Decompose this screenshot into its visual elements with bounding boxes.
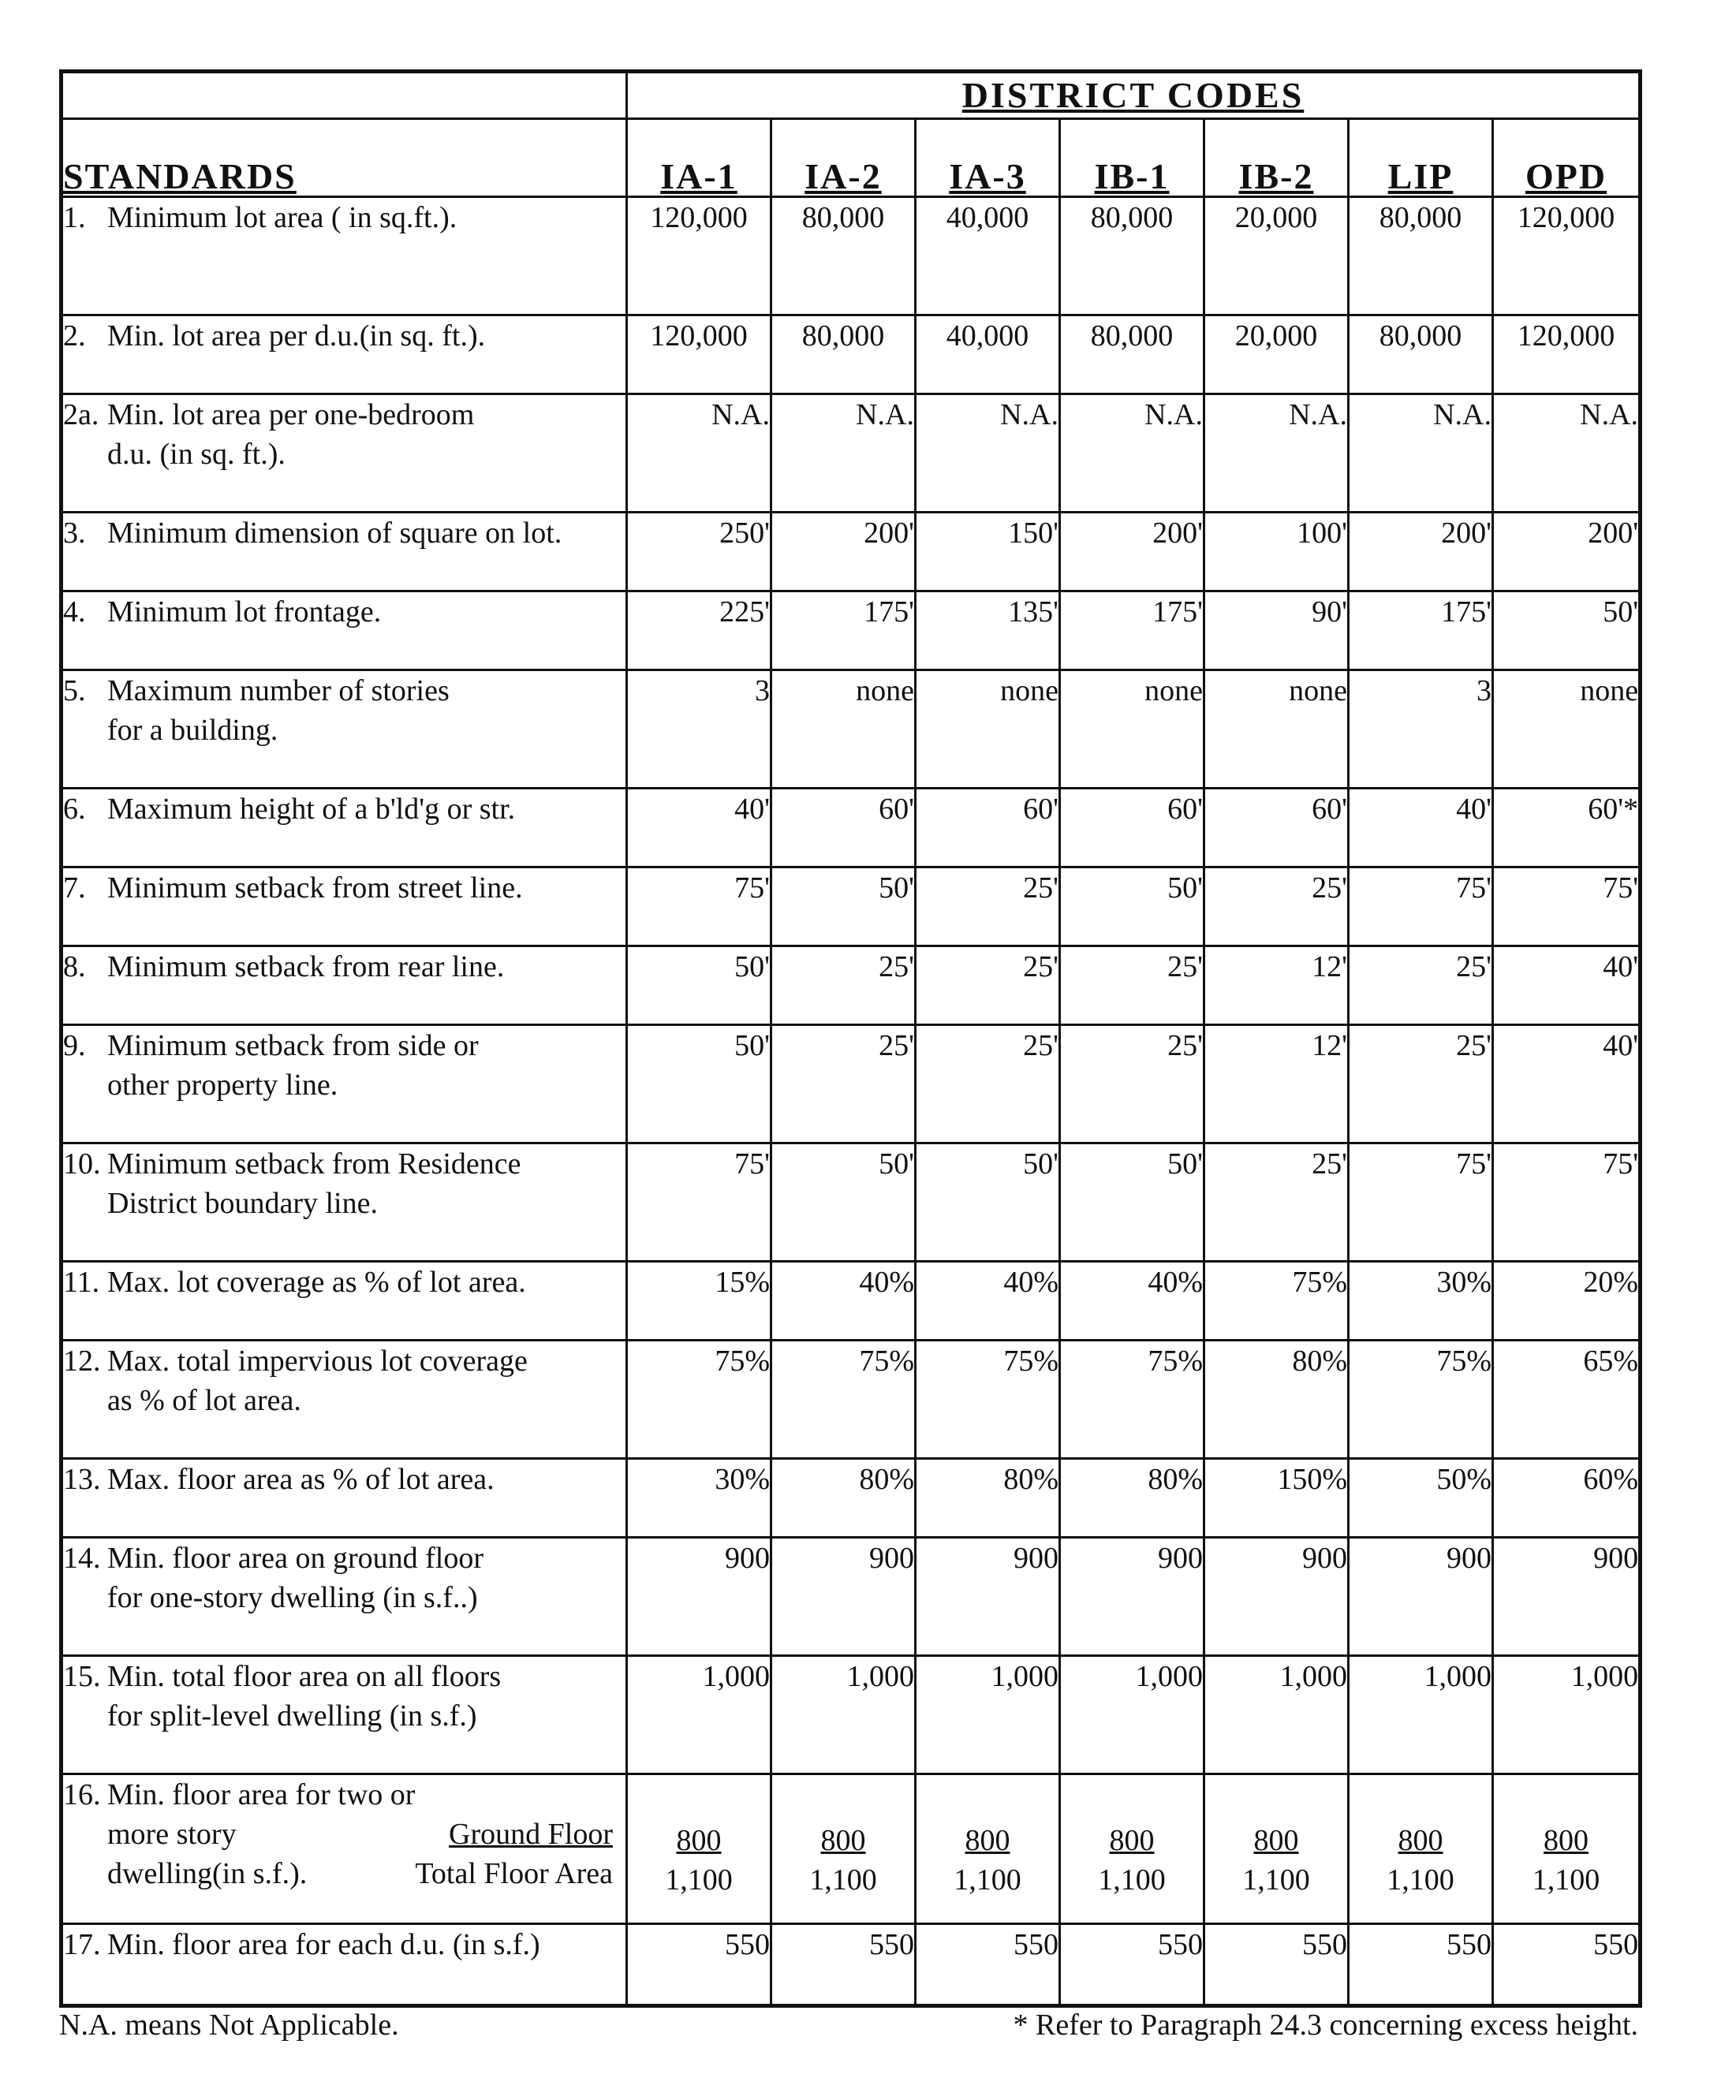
cell-ib1: 80,000 [1060,197,1204,315]
row-label [62,1262,627,1341]
cell-ib1: none [1060,670,1204,789]
row-number: 9. [63,1029,86,1062]
row-label [62,670,627,789]
table-row [62,1774,1641,1924]
cell-opd: 200' [1493,513,1641,591]
table-row [62,1143,1641,1262]
code-heading-lip: LIP [1349,119,1493,197]
row-number: 6. [63,793,86,826]
cell-ib2: 80% [1204,1341,1349,1459]
cell-ia2: 175' [771,591,916,670]
row-label [62,946,627,1025]
row-label [62,1143,627,1262]
cell-ib2 [1204,1774,1349,1924]
table-footnotes [59,2008,1638,2042]
table-row [62,1262,1641,1341]
row-number: 7. [63,871,86,905]
cell-opd: 75' [1493,867,1641,946]
cell-ib2: N.A. [1204,394,1349,513]
total-floor-area-value: 1,100 [665,1863,733,1897]
total-floor-area-label: Total Floor Area [415,1857,613,1890]
header-blank-cell [62,72,627,119]
cell-ib1: 900 [1060,1538,1204,1656]
cell-ia1: 75% [627,1341,771,1459]
total-floor-area-value: 1,100 [1532,1863,1600,1897]
cell-ia1: 3 [627,670,771,789]
cell-opd [1493,1774,1641,1924]
cell-ia3: 550 [916,1924,1060,2006]
cell-ia1: 250' [627,513,771,591]
row-number: 2a. [63,398,99,431]
cell-opd: 40' [1493,946,1641,1025]
row-label [62,789,627,867]
row-label-line: Minimum setback from rear line. [107,950,505,983]
table-row [62,946,1641,1025]
cell-ia1: 900 [627,1538,771,1656]
cell-opd: 65% [1493,1341,1641,1459]
cell-ia1: 75' [627,867,771,946]
row-label-line: d.u. (in sq. ft.). [107,438,286,471]
row-label-line: Maximum height of a b'ld'g or str. [107,793,516,826]
cell-lip: 40' [1349,789,1493,867]
cell-ia2: 40% [771,1262,916,1341]
ground-floor-label: Ground Floor [449,1818,613,1851]
cell-opd: 50' [1493,591,1641,670]
table-row [62,1341,1641,1459]
cell-ia1: 30% [627,1459,771,1538]
cell-ia3: 25' [916,1025,1060,1143]
row-number: 14. [63,1542,101,1575]
standards-heading: STANDARDS [62,119,627,197]
row-label [62,513,627,591]
footnote-na: N.A. means Not Applicable. [59,2009,399,2042]
cell-ia3: 80% [916,1459,1060,1538]
code-heading-ia2: IA-2 [771,119,916,197]
code-heading-ib2: IB-2 [1204,119,1349,197]
cell-ia3: 150' [916,513,1060,591]
ground-floor-value: 800 [965,1824,1010,1857]
cell-ib1: 50' [1060,1143,1204,1262]
table-row [62,1025,1641,1143]
cell-ia1: N.A. [627,394,771,513]
total-floor-area-value: 1,100 [1387,1863,1454,1897]
row-label-line: District boundary line. [107,1187,378,1220]
row-label [62,1538,627,1656]
cell-ib1: 60' [1060,789,1204,867]
cell-lip: 25' [1349,1025,1493,1143]
cell-ia2: 80,000 [771,197,916,315]
cell-lip: 80,000 [1349,315,1493,394]
row-label [62,1341,627,1459]
cell-opd: none [1493,670,1641,789]
cell-lip: 1,000 [1349,1656,1493,1774]
cell-ia3: 40,000 [916,197,1060,315]
cell-ib2: 75% [1204,1262,1349,1341]
row-label-line: Minimum lot frontage. [107,595,382,629]
row-label [62,1656,627,1774]
cell-ib1: 40% [1060,1262,1204,1341]
cell-ia2: none [771,670,916,789]
cell-ib1: N.A. [1060,394,1204,513]
row-number: 17. [63,1928,101,1961]
cell-ia3: 40% [916,1262,1060,1341]
row-label [62,1924,627,2006]
cell-ib2: 550 [1204,1924,1349,2006]
cell-lip: 900 [1349,1538,1493,1656]
table-row [62,867,1641,946]
row-label [62,197,627,315]
cell-ib1: 200' [1060,513,1204,591]
cell-ia3: 50' [916,1143,1060,1262]
cell-ia3: 25' [916,867,1060,946]
table-row [62,1656,1641,1774]
table-row [62,789,1641,867]
code-heading-ia3: IA-3 [916,119,1060,197]
row-number: 4. [63,595,86,629]
cell-ib2: 90' [1204,591,1349,670]
cell-ia1: 15% [627,1262,771,1341]
cell-ia3: 40,000 [916,315,1060,394]
footnote-height: * Refer to Paragraph 24.3 concerning excess height. [1013,2009,1638,2042]
cell-ia3: 25' [916,946,1060,1025]
cell-ib1: 550 [1060,1924,1204,2006]
cell-ib2: 25' [1204,867,1349,946]
cell-ib2: 20,000 [1204,197,1349,315]
cell-ia2: 900 [771,1538,916,1656]
cell-ia2: N.A. [771,394,916,513]
cell-lip: 50% [1349,1459,1493,1538]
row-label [62,315,627,394]
row-number: 1. [63,201,86,234]
cell-ia1 [627,1774,771,1924]
cell-ia3: 1,000 [916,1656,1060,1774]
row-number: 8. [63,950,86,983]
cell-opd: 900 [1493,1538,1641,1656]
cell-ib1: 80% [1060,1459,1204,1538]
cell-ia2: 80,000 [771,315,916,394]
cell-ia2: 550 [771,1924,916,2006]
row-label [62,1459,627,1538]
district-codes-heading: DISTRICT CODES [627,72,1641,119]
cell-lip: 80,000 [1349,197,1493,315]
cell-ib1 [1060,1774,1204,1924]
row-number: 12. [63,1345,101,1378]
cell-opd: N.A. [1493,394,1641,513]
row-label-line: Min. floor area for two or [107,1778,416,1811]
table-row [62,513,1641,591]
cell-ia2: 50' [771,867,916,946]
cell-ib1: 75% [1060,1341,1204,1459]
cell-ia3: 60' [916,789,1060,867]
cell-ib2: 60' [1204,789,1349,867]
cell-ia1: 50' [627,946,771,1025]
cell-opd: 120,000 [1493,197,1641,315]
cell-ia2: 75% [771,1341,916,1459]
row-label-line: as % of lot area. [107,1384,301,1417]
cell-lip: 550 [1349,1924,1493,2006]
total-floor-area-value: 1,100 [954,1863,1021,1897]
row-number: 11. [63,1266,100,1299]
row-label-line: Min. total floor area on all floors [107,1660,502,1693]
cell-lip: N.A. [1349,394,1493,513]
row-label-line: Min. lot area per one-bedroom [107,398,475,431]
cell-ia2: 25' [771,946,916,1025]
cell-ib1: 50' [1060,867,1204,946]
row-number: 3. [63,517,86,550]
code-heading-opd: OPD [1493,119,1641,197]
cell-ia2: 50' [771,1143,916,1262]
cell-lip [1349,1774,1493,1924]
row-label-line: for one-story dwelling (in s.f..) [107,1581,478,1614]
ground-floor-value: 800 [820,1824,866,1857]
cell-ib2: none [1204,670,1349,789]
row-number: 10. [63,1147,101,1181]
table-row [62,197,1641,315]
row-label [62,591,627,670]
cell-ib1: 1,000 [1060,1656,1204,1774]
standards-sheet [59,69,1638,2008]
cell-opd: 60'* [1493,789,1641,867]
cell-opd: 75' [1493,1143,1641,1262]
row-label-line: Min. lot area per d.u.(in sq. ft.). [107,319,486,352]
total-floor-area-value: 1,100 [1242,1863,1310,1897]
ground-floor-value: 800 [1109,1824,1155,1857]
cell-opd: 550 [1493,1924,1641,2006]
row-label-line: for a building. [107,714,278,747]
table-row [62,591,1641,670]
row-label [62,1025,627,1143]
row-number: 15. [63,1660,101,1693]
cell-lip: 75% [1349,1341,1493,1459]
cell-ia2: 1,000 [771,1656,916,1774]
row-label-line: Min. floor area for each d.u. (in s.f.) [107,1928,540,1961]
cell-ib2: 900 [1204,1538,1349,1656]
cell-ia1: 75' [627,1143,771,1262]
row-label-line: other property line. [107,1069,338,1102]
cell-lip: 75' [1349,1143,1493,1262]
cell-ia1: 50' [627,1025,771,1143]
row-label-line: Max. total impervious lot coverage [107,1345,528,1378]
ground-floor-value: 800 [1253,1824,1299,1857]
cell-ia1: 40' [627,789,771,867]
row-number: 5. [63,674,86,707]
cell-ia2: 80% [771,1459,916,1538]
row-label-line: Minimum setback from Residence [107,1147,521,1181]
row-label-line: dwelling(in s.f.). [107,1857,308,1890]
standards-body [62,197,1641,2006]
cell-ib2: 25' [1204,1143,1349,1262]
table-row [62,394,1641,513]
cell-ia1: 550 [627,1924,771,2006]
cell-ia2: 25' [771,1025,916,1143]
cell-lip: 200' [1349,513,1493,591]
cell-lip: 30% [1349,1262,1493,1341]
cell-ib1: 25' [1060,1025,1204,1143]
ground-floor-value: 800 [1398,1824,1443,1857]
cell-ia3: N.A. [916,394,1060,513]
cell-ia3: none [916,670,1060,789]
table-row [62,315,1641,394]
cell-opd: 20% [1493,1262,1641,1341]
cell-ia3 [916,1774,1060,1924]
cell-ib2: 150% [1204,1459,1349,1538]
row-number: 16. [63,1778,101,1811]
cell-opd: 1,000 [1493,1656,1641,1774]
cell-ia3: 75% [916,1341,1060,1459]
cell-ib2: 1,000 [1204,1656,1349,1774]
ground-floor-value: 800 [676,1824,722,1857]
cell-lip: 3 [1349,670,1493,789]
total-floor-area-value: 1,100 [809,1863,877,1897]
row-label-line: more story [107,1818,237,1851]
cell-ib2: 12' [1204,1025,1349,1143]
cell-ia1: 120,000 [627,315,771,394]
row-label [62,394,627,513]
cell-opd: 120,000 [1493,315,1641,394]
cell-ib2: 12' [1204,946,1349,1025]
cell-opd: 40' [1493,1025,1641,1143]
table-row [62,1538,1641,1656]
table-row [62,1459,1641,1538]
row-number: 13. [63,1463,101,1496]
row-label-line: Maximum number of stories [107,674,450,707]
cell-ia1: 1,000 [627,1656,771,1774]
cell-ib1: 175' [1060,591,1204,670]
total-floor-area-value: 1,100 [1098,1863,1166,1897]
row-label-line: Minimum dimension of square on lot. [107,517,562,550]
row-label-line: Min. floor area on ground floor [107,1542,483,1575]
code-heading-ib1: IB-1 [1060,119,1204,197]
cell-ia2: 200' [771,513,916,591]
cell-ia1: 120,000 [627,197,771,315]
cell-ia2 [771,1774,916,1924]
row-label-line: Minimum lot area ( in sq.ft.). [107,201,457,234]
row-label-line: Minimum setback from street line. [107,871,523,905]
code-heading-ia1: IA-1 [627,119,771,197]
cell-ia2: 60' [771,789,916,867]
ground-floor-value: 800 [1544,1824,1589,1857]
row-label-line: Max. floor area as % of lot area. [107,1463,495,1496]
table-row [62,1924,1641,2006]
cell-ib2: 20,000 [1204,315,1349,394]
row-number: 2. [63,319,86,352]
row-label [62,867,627,946]
cell-ib1: 25' [1060,946,1204,1025]
dimensional-standards-table [59,69,1642,2008]
row-label-line: for split-level dwelling (in s.f.) [107,1699,477,1733]
cell-opd: 60% [1493,1459,1641,1538]
cell-lip: 175' [1349,591,1493,670]
cell-ib2: 100' [1204,513,1349,591]
row-label-line: Max. lot coverage as % of lot area. [107,1266,526,1299]
cell-ia1: 225' [627,591,771,670]
cell-ia3: 900 [916,1538,1060,1656]
row-label [62,1774,627,1924]
table-row [62,670,1641,789]
cell-lip: 25' [1349,946,1493,1025]
row-label-line: Minimum setback from side or [107,1029,479,1062]
cell-lip: 75' [1349,867,1493,946]
cell-ib1: 80,000 [1060,315,1204,394]
cell-ia3: 135' [916,591,1060,670]
